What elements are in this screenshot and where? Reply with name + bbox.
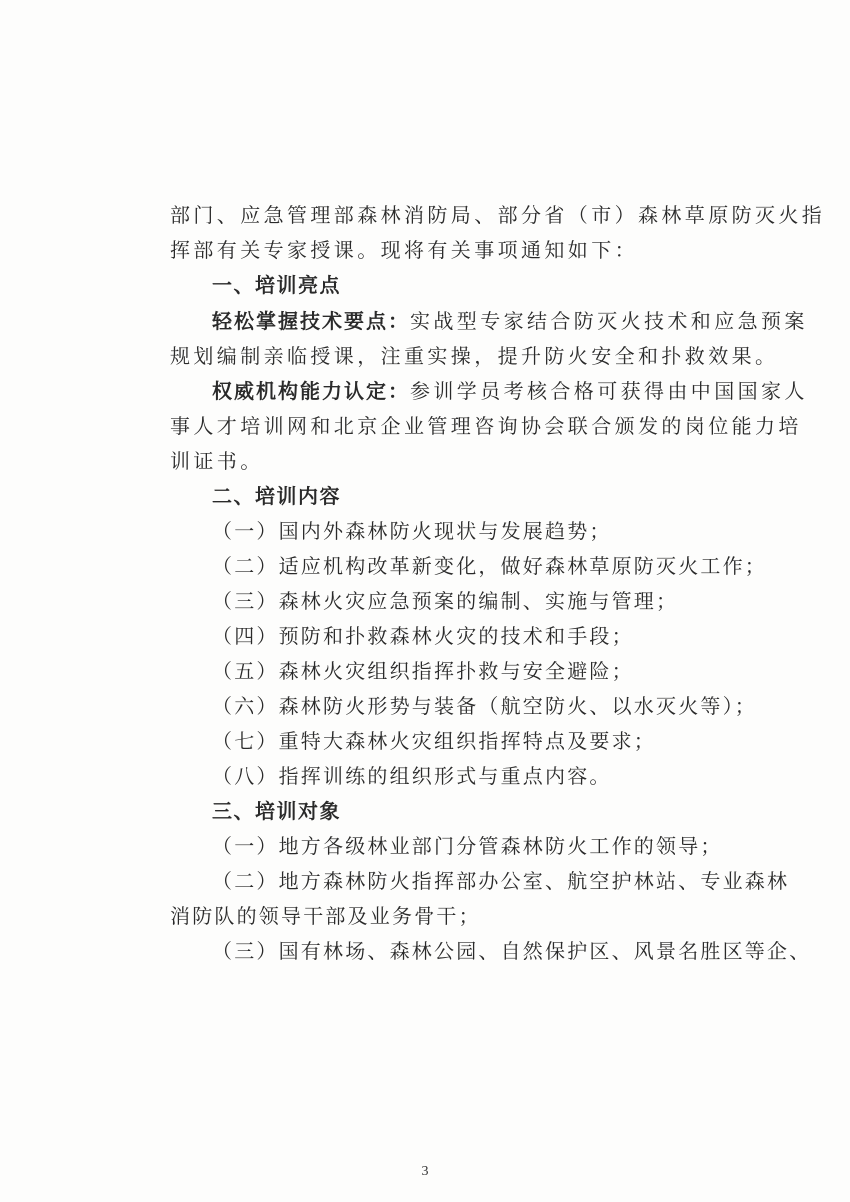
highlight-2-label: 权威机构能力认定：	[212, 379, 410, 403]
content-item: （五）森林火灾组织指挥扑救与安全避险；	[212, 659, 634, 683]
content-item: （三）森林火灾应急预案的编制、实施与管理；	[212, 589, 679, 613]
section-3-heading: 三、培训对象	[212, 799, 341, 823]
content-item: （八）指挥训练的组织形式与重点内容。	[212, 764, 612, 788]
section-1-heading: 一、培训亮点	[212, 273, 341, 297]
intro-line-2: 挥部有关专家授课。现将有关事项通知如下：	[170, 238, 638, 262]
content-item: （四）预防和扑救森林火灾的技术和手段；	[212, 624, 634, 648]
highlight-2-line-1	[212, 377, 808, 405]
highlight-1-label: 轻松掌握技术要点：	[212, 309, 410, 333]
section-2-heading: 二、培训内容	[212, 484, 341, 508]
target-item-2-line-2: 消防队的领导干部及业务骨干；	[170, 904, 481, 928]
content-item: （七）重特大森林火灾组织指挥特点及要求；	[212, 729, 656, 753]
target-item-3: （三）国有林场、森林公园、自然保护区、风景名胜区等企、	[212, 939, 812, 963]
highlight-2-line-2: 事人才培训网和北京企业管理咨询协会联合颁发的岗位能力培	[170, 414, 802, 438]
content-item: （二）适应机构改革新变化，做好森林草原防灭火工作；	[212, 554, 767, 578]
page-number: 3	[421, 1164, 429, 1179]
highlight-2-text: 参训学员考核合格可获得由中国国家人	[410, 379, 808, 403]
highlight-1-line-2: 规划编制亲临授课，注重实操，提升防火安全和扑救效果。	[170, 344, 779, 368]
content-item: （一）国内外森林防火现状与发展趋势；	[212, 519, 612, 543]
content-item: （六）森林防火形势与装备（航空防火、以水灭火等）；	[212, 694, 757, 718]
highlight-2-line-3: 训证书。	[170, 449, 264, 473]
intro-line-1: 部门、应急管理部森林消防局、部分省（市）森林草原防灭火指	[170, 203, 826, 227]
target-item-1: （一）地方各级林业部门分管森林防火工作的领导；	[212, 834, 723, 858]
highlight-1-text: 实战型专家结合防灭火技术和应急预案	[410, 309, 808, 333]
target-item-2-line-1: （二）地方森林防火指挥部办公室、航空护林站、专业森林	[212, 869, 790, 893]
highlight-1-line-1	[212, 307, 808, 335]
